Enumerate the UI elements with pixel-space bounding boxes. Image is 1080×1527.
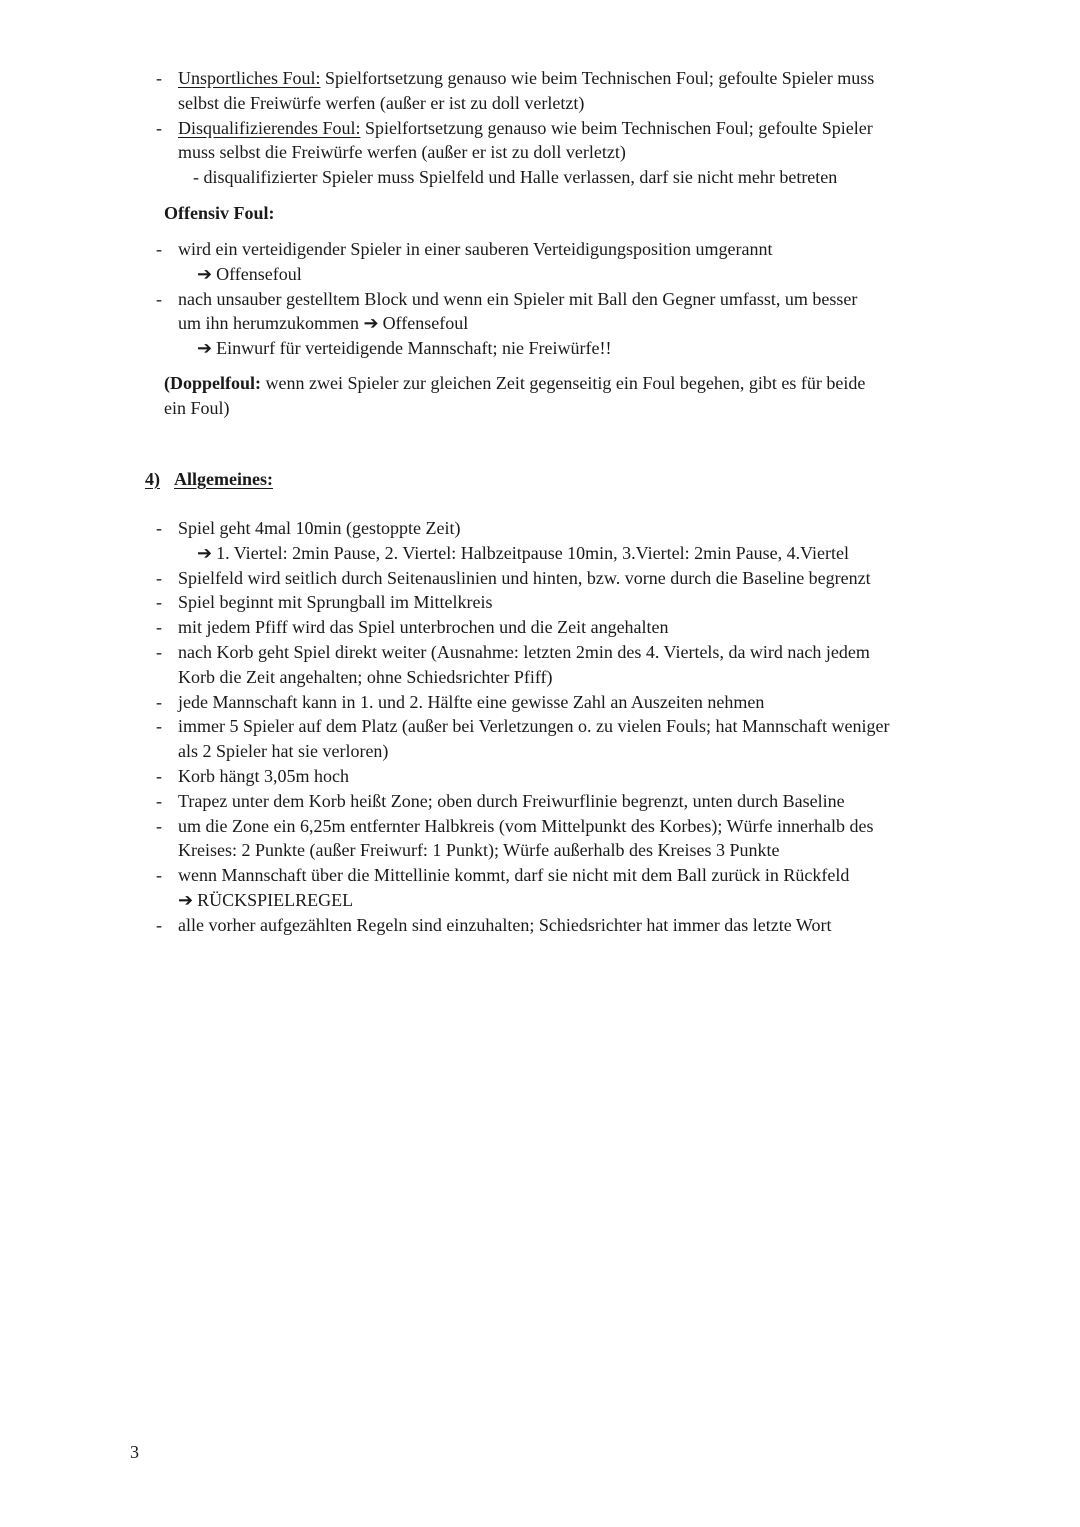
- list-item-unsportliches-foul: - Unsportliches Foul: Spielfortsetzung genauso wie beim Technischen Foul; gefoulte Spieler muss selbst die Freiwürfe werfen (außer er ist zu doll verletzt): [156, 68, 875, 113]
- foul-list: [150, 66, 955, 190]
- section-title: Allgemeines:: [174, 469, 273, 489]
- arrow-right-icon: ➔: [197, 263, 213, 284]
- list-item-backcourt: - wenn Mannschaft über die Mittellinie kommt, darf sie nicht mit dem Ball zurück in Rückfeld: [156, 865, 850, 886]
- arrow-right-icon: ➔: [178, 889, 194, 910]
- list-item-game-time: - Spiel geht 4mal 10min (gestoppte Zeit): [156, 518, 461, 538]
- page-number: 3: [130, 1442, 139, 1462]
- offensiv-foul-list: [150, 237, 955, 361]
- section-number: 4): [145, 469, 160, 489]
- allgemeines-list: [150, 516, 955, 938]
- list-item: - Spiel beginnt mit Sprungball im Mittelkreis: [156, 592, 493, 613]
- arrow-line-offensefoul-1: ➔ Offensefoul: [150, 262, 955, 287]
- doppelfoul-paragraph: (Doppelfoul: wenn zwei Spieler zur gleichen Zeit gegenseitig ein Foul begehen, gibt es für beide ein Foul): [164, 373, 866, 418]
- list-item: - mit jedem Pfiff wird das Spiel unterbrochen und die Zeit angehalten: [156, 617, 669, 638]
- list-item-offensefoul-2: - nach unsauber gestelltem Block und wenn ein Spieler mit Ball den Gegner umfasst, um besser um ihn herumzukommen ➔ Offensefoul: [150, 287, 955, 337]
- arrow-line-quarters: ➔ 1. Viertel: 2min Pause, 2. Viertel: Halbzeitpause 10min, 3.Viertel: 2min Pause, 4.Viertel: [150, 541, 955, 566]
- list-item: - immer 5 Spieler auf dem Platz (außer bei Verletzungen o. zu vielen Fouls; hat Mannschaft weniger als 2 Spieler hat sie verloren): [156, 716, 890, 762]
- sub-item-disqualified-player: - disqualifizierter Spieler muss Spielfeld und Halle verlassen, darf sie nicht mehr betreten: [193, 167, 838, 188]
- term-doppelfoul: (Doppelfoul:: [164, 373, 262, 393]
- term-disqualifizierendes-foul: Disqualifizierendes Foul:: [178, 117, 361, 138]
- list-item: - um die Zone ein 6,25m entfernter Halbkreis (vom Mittelpunkt des Korbes); Würfe innerhalb des Kreises: 2 Punkte (außer Freiwurf: 1 Punkt); Würfe außerhalb des Kreises 3 Punkte: [156, 815, 874, 861]
- offensiv-foul-heading: Offensiv Foul:: [164, 203, 275, 223]
- arrow-line-einwurf: ➔ Einwurf für verteidigende Mannschaft; nie Freiwürfe!!: [150, 336, 955, 361]
- term-unsportliches-foul: Unsportliches Foul:: [178, 68, 321, 88]
- list-item-last: - alle vorher aufgezählten Regeln sind einzuhalten; Schiedsrichter hat immer das letzte Wort: [156, 914, 832, 935]
- list-item-disqualifizierendes-foul: - Disqualifizierendes Foul: Spielfortsetzung genauso wie beim Technischen Foul; gefoulte Spieler muss selbst die Freiwürfe werfen (außer er ist zu doll verletzt): [156, 117, 873, 163]
- arrow-right-icon: ➔: [197, 542, 213, 563]
- list-item: - Korb hängt 3,05m hoch: [156, 765, 349, 786]
- arrow-right-icon: ➔: [197, 338, 213, 359]
- list-item: - jede Mannschaft kann in 1. und 2. Hälfte eine gewisse Zahl an Auszeiten nehmen: [156, 691, 765, 712]
- list-item: - Trapez unter dem Korb heißt Zone; oben durch Freiwurflinie begrenzt, unten durch Baseline: [156, 790, 845, 811]
- list-item-offensefoul-1: - wird ein verteidigender Spieler in einer sauberen Verteidigungsposition umgerannt: [156, 239, 773, 259]
- section-heading-allgemeines: [145, 467, 273, 492]
- list-item: - nach Korb geht Spiel direkt weiter (Ausnahme: letzten 2min des 4. Viertels, da wird nach jedem Korb die Zeit angehalten; ohne Schiedsrichter Pfiff): [156, 641, 870, 687]
- arrow-right-icon: ➔: [363, 313, 379, 334]
- list-item: - Spielfeld wird seitlich durch Seitenauslinien und hinten, bzw. vorne durch die Baseline begrenzt: [156, 567, 871, 588]
- arrow-line-rueckspielregel: ➔ RÜCKSPIELREGEL: [150, 888, 955, 913]
